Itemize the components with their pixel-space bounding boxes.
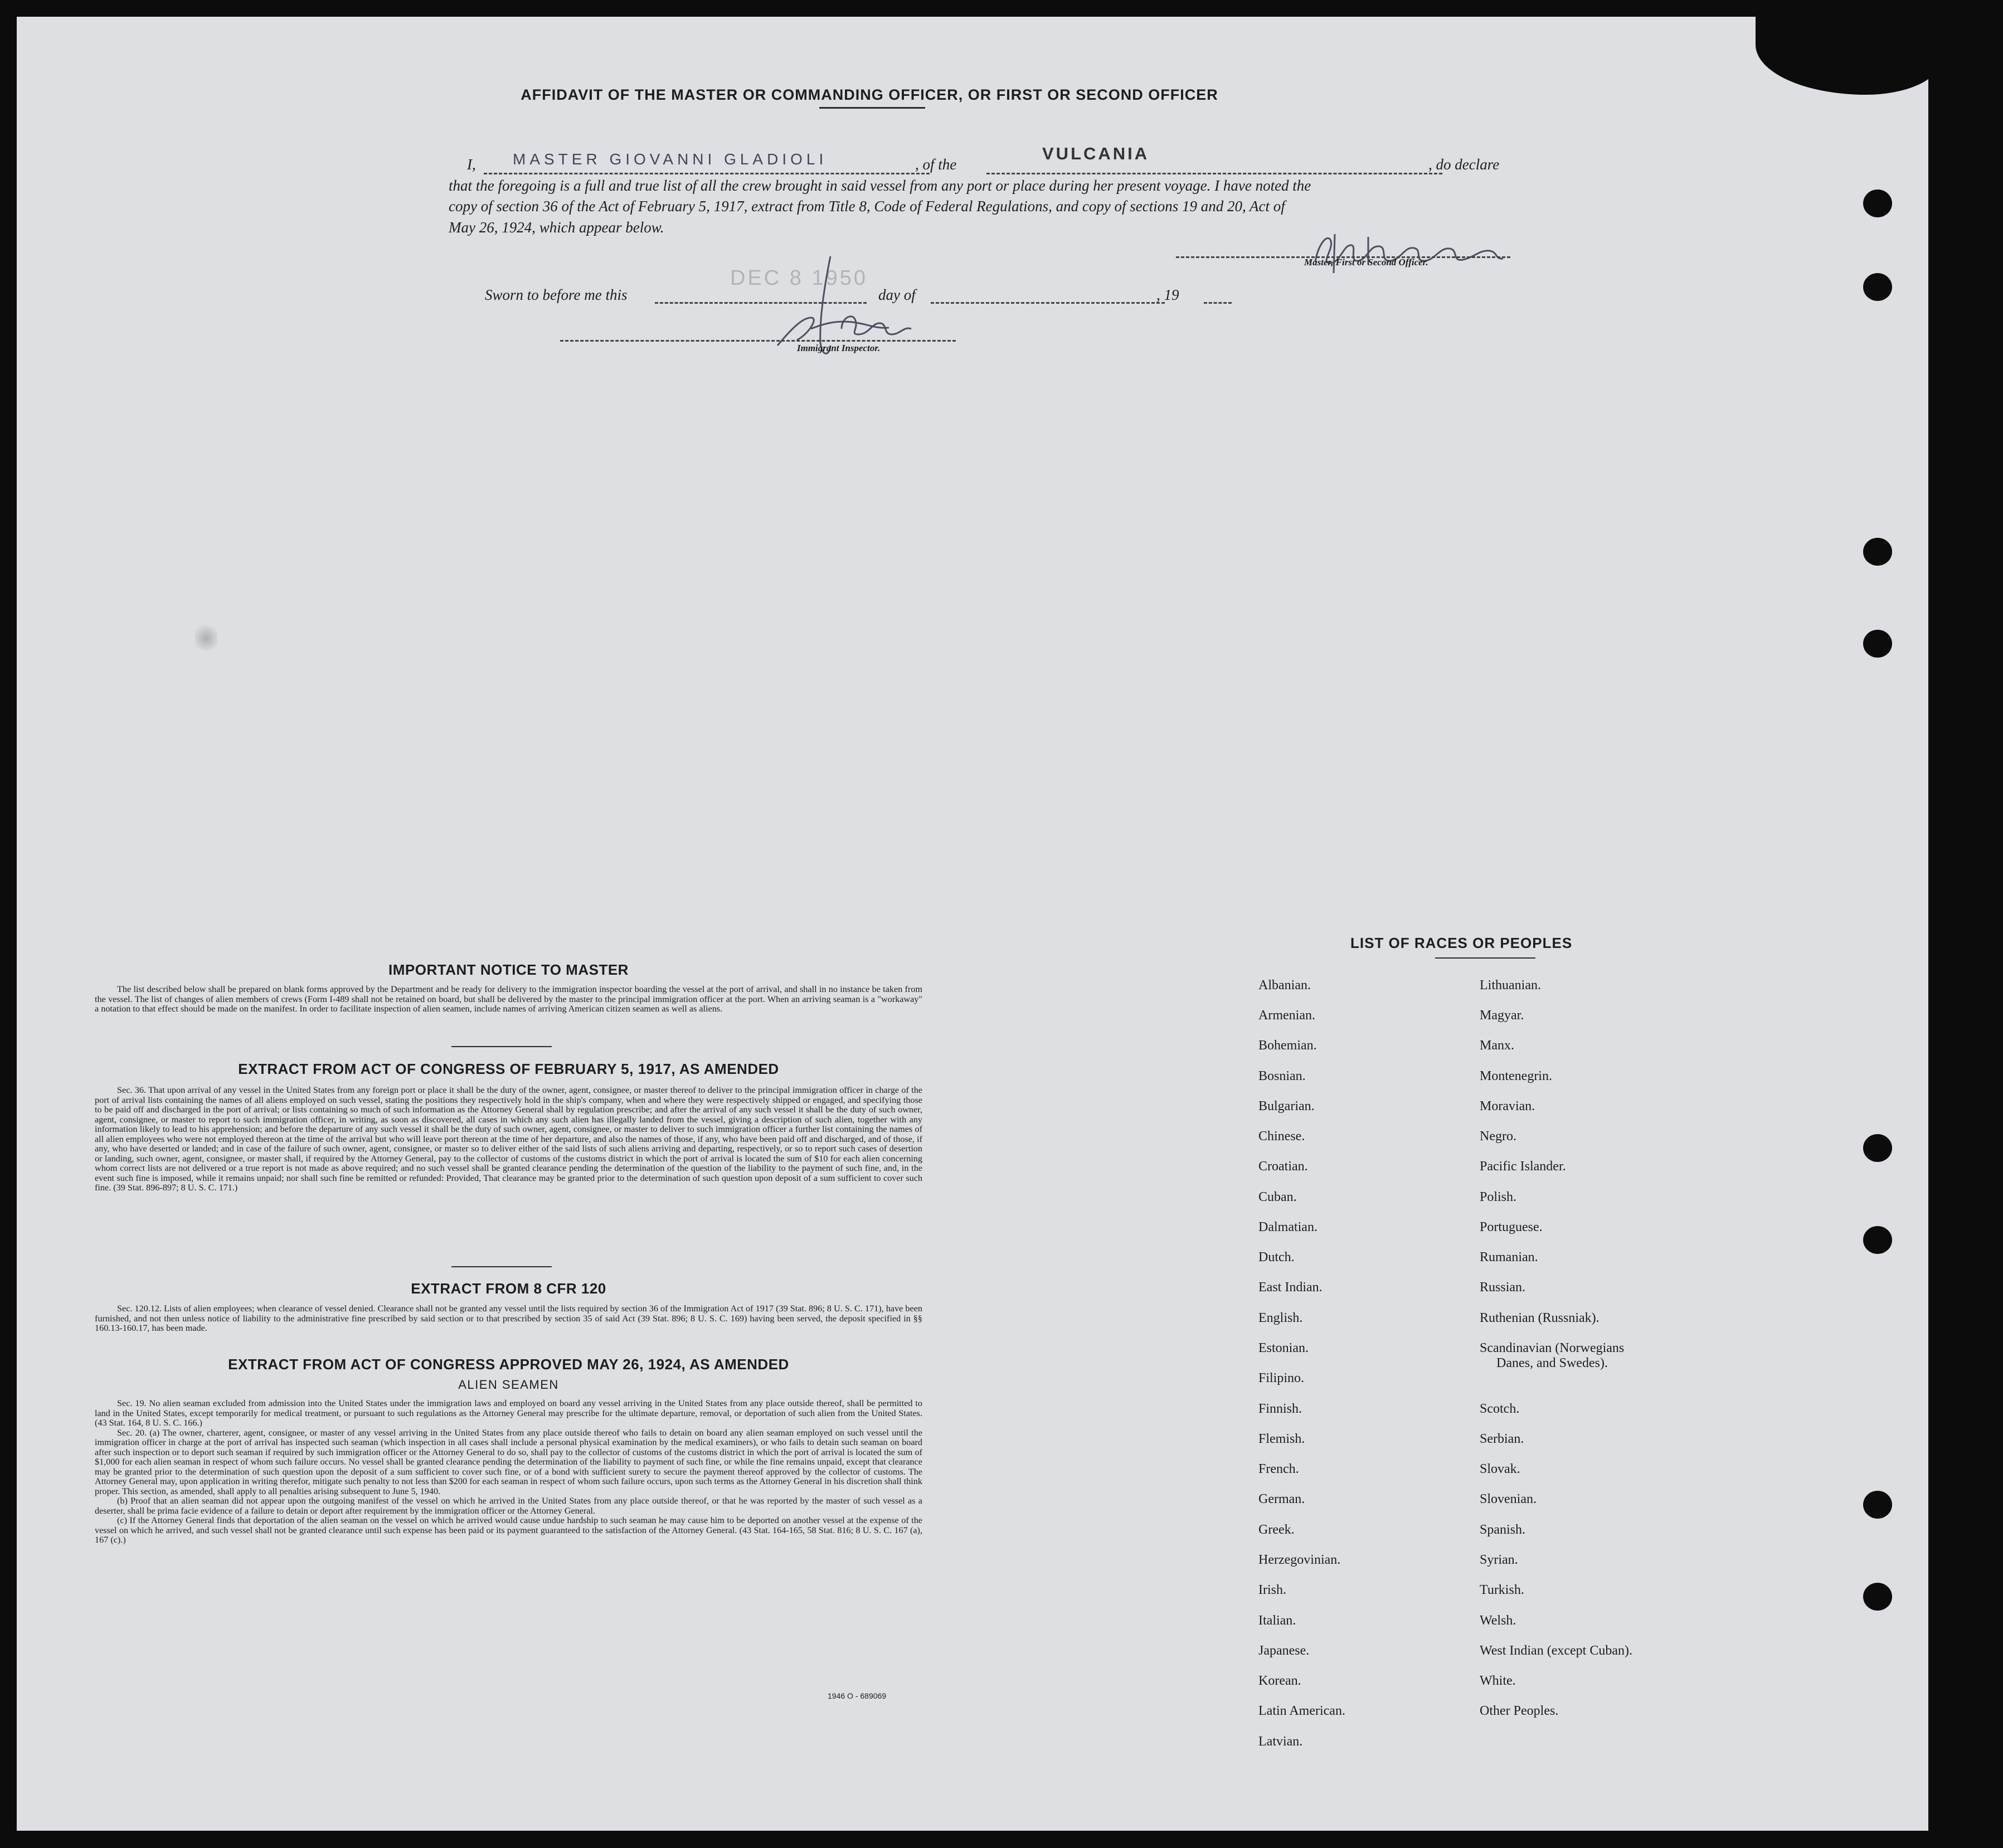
race-item: Welsh.: [1480, 1613, 1516, 1628]
extract-cfr-title: EXTRACT FROM 8 CFR 120: [411, 1280, 606, 1297]
extract-1924-title: EXTRACT FROM ACT OF CONGRESS APPROVED MAY 26, 1924, AS AMENDED: [228, 1356, 789, 1373]
rule-1: [451, 1046, 552, 1047]
sec20b-text: (b) Proof that an alien seaman did not appear upon the outgoing manifest of the vessel on which he arrived in the United States from any place outside thereof, or that he was reported by the master of such vessel as a deserter, shall be prima facie evidence of a failure to detain or deport after requirement by the immigration officer or the Attorney General.: [95, 1496, 922, 1516]
race-item: Scotch.: [1480, 1402, 1520, 1416]
day-of-label: day of: [878, 286, 916, 303]
race-item: Italian.: [1258, 1613, 1296, 1628]
race-item: Dalmatian.: [1258, 1220, 1317, 1234]
race-item: Japanese.: [1258, 1643, 1310, 1658]
print-code: 1946 O - 689069: [828, 1691, 887, 1700]
race-item: Other Peoples.: [1480, 1704, 1559, 1718]
race-item: Pacific Islander.: [1480, 1159, 1566, 1174]
race-item: Bulgarian.: [1258, 1099, 1315, 1113]
smudge-mark: [195, 621, 217, 655]
form-sheet: [17, 17, 1928, 1831]
race-item: Filipino.: [1258, 1371, 1305, 1385]
race-item: Rumanian.: [1480, 1250, 1538, 1265]
stamp-date: DEC 8 1950: [730, 266, 868, 290]
punch-hole: [1863, 273, 1892, 301]
alien-seamen-subtitle: ALIEN SEAMEN: [458, 1378, 559, 1392]
torn-corner: [1756, 11, 1939, 95]
inspector-signature-line: [560, 340, 956, 342]
master-name-handwritten: MASTER GIOVANNI GLADIOLI: [513, 150, 828, 168]
sec20c-text: (c) If the Attorney General finds that deportation of the alien seaman on the vessel on which he arrived would cause undue hardship to such seaman he may cause him to be deported on another vessel at the expense of the vessel on which he arrived, and such vessel shall not be granted clearance until such expense has been paid or its payment guaranteed to the satisfaction of the Attorney General. (43 Stat. 164-165, 58 Stat. 816; 8 U. S. C. 167 (a), 167 (c).): [95, 1515, 922, 1545]
race-item: Greek.: [1258, 1523, 1295, 1537]
notice-title: IMPORTANT NOTICE TO MASTER: [388, 961, 629, 978]
race-item: White.: [1480, 1674, 1516, 1688]
race-item: Portuguese.: [1480, 1220, 1543, 1234]
race-item: Cuban.: [1258, 1190, 1297, 1204]
race-item: Moravian.: [1480, 1099, 1535, 1113]
extract-1924-body: [95, 1399, 922, 1545]
punch-hole: [1863, 1491, 1892, 1519]
race-item: Bosnian.: [1258, 1069, 1306, 1083]
race-item: Herzegovinian.: [1258, 1553, 1341, 1567]
sec20a-text: Sec. 20. (a) The owner, charterer, agent, consignee, or master of any vessel arriving in the United States from any place outside thereof who fails to detain on board any alien seaman employed on such vessel until the immigration officer in charge at the port of arrival has inspected such seaman (which inspection in all cases shall include a personal physical examination by the medical examiners), or who fails to detain such seaman on board after such inspection or to deport such seaman if required by such immigration officer or the Attorney General to do so, shall pay to the collector of customs of the customs district in which the port of arrival is located the sum of $1,000 for each alien seaman in respect of whom such failure occurs. No vessel shall be granted clearance pending the determination of the liability to payment of such fine, or while the fine remains unpaid, except that clearance may be granted prior to the determination of such question upon the deposit of a sum sufficient to cover such fine, or of a bond with sufficient surety to secure the payment thereof approved by the collector of customs. The Attorney General may, upon application in writing therefor, mitigate such penalty to not less than $200 for each seaman in respect of whom such failure occurs, upon such terms as the Attorney General in his discretion shall think proper. This section, as amended, shall apply to all penalties arising subsequent to June 5, 1940.: [95, 1427, 922, 1496]
race-item: Polish.: [1480, 1190, 1517, 1204]
race-item: Syrian.: [1480, 1553, 1518, 1567]
affidavit-body-line-1: that the foregoing is a full and true list of all the crew brought in said vessel from any port or place during her present voyage. I have noted the: [449, 177, 1311, 194]
race-item: Finnish.: [1258, 1402, 1302, 1416]
inspector-caption: Immigrant Inspector.: [797, 343, 881, 353]
punch-hole: [1863, 1226, 1892, 1254]
race-item: English.: [1258, 1311, 1303, 1325]
race-item: Lithuanian.: [1480, 978, 1541, 993]
race-item: West Indian (except Cuban).: [1480, 1643, 1632, 1658]
punch-hole: [1863, 1134, 1892, 1162]
races-title: LIST OF RACES OR PEOPLES: [1350, 935, 1573, 951]
race-item: Serbian.: [1480, 1432, 1524, 1446]
race-item: Scandinavian (Norwegians: [1480, 1341, 1625, 1355]
race-item: Latin American.: [1258, 1704, 1345, 1718]
vessel-name: VULCANIA: [1042, 144, 1150, 163]
year-label: , 19: [1156, 286, 1179, 303]
i-label: I,: [467, 156, 476, 173]
race-item: Slovak.: [1480, 1462, 1520, 1476]
race-item: Manx.: [1480, 1038, 1514, 1053]
punch-hole: [1863, 630, 1892, 658]
master-caption: Master, First or Second Officer.: [1304, 257, 1428, 268]
race-item: German.: [1258, 1492, 1305, 1506]
races-title-rule: [1435, 957, 1535, 959]
master-signature: [1296, 223, 1530, 279]
extract-1917-text: Sec. 36. That upon arrival of any vessel in the United States from any foreign port or place it shall be the duty of the owner, agent, consignee, or master thereof to deliver to the principal immigration officer in charge of the port of arrival lists containing the names of all aliens employed on such vessel, stating the positions they respectively hold in the ship's company, when and where they were respectively shipped or engaged, and specifying those to be paid off and discharged in the port of arrival; or lists containing so much of such information as the Attorney General shall by regulation prescribe; and after the arrival of any such vessel it shall be the duty of such owner, agent, consignee, or master to report to such immigration officer, in writing, as soon as discovered, all cases in which any such alien has illegally landed from the vessel, giving a description of such alien, together with any information likely to lead to his apprehension; and before the departure of any such vessel it shall be the duty of such owner, agent, consignee, or master to deliver to such immigration officer a further list containing the names of all alien employees who were not employed thereon at the time of the arrival but who will leave port thereon at the time of her departure, and also the names of those, if any, who have been paid off and discharged, and of those, if any, who have deserted or landed; and in case of the failure of such owner, agent, consignee, or master so to deliver either of the said lists of such aliens arriving and departing, respectively, or so to report such cases of desertion or landing, such owner, agent, consignee, or master shall, if required by the Attorney General, pay to the collector of customs of the customs district in which the port of arrival is located the sum of $10 for each alien concerning whom correct lists are not delivered or a true report is not made as above required; and no such vessel shall be granted clearance pending the determination of the question of the liability to the payment of such fine, and, in the event such fine is imposed, while it remains unpaid; nor shall such fine be remitted or refunded: Provided, That clearance may be granted prior to the determination of such question upon deposit of a sum sufficient to cover such fine. (39 Stat. 896-897; 8 U. S. C. 171.): [95, 1085, 922, 1193]
race-item: Magyar.: [1480, 1008, 1524, 1023]
race-item: Flemish.: [1258, 1432, 1305, 1446]
race-item: Montenegrin.: [1480, 1069, 1552, 1083]
punch-hole: [1863, 538, 1892, 566]
race-item: Russian.: [1480, 1280, 1526, 1295]
punch-hole: [1863, 189, 1892, 217]
race-item: Slovenian.: [1480, 1492, 1537, 1506]
race-item: Korean.: [1258, 1674, 1301, 1688]
race-item: Dutch.: [1258, 1250, 1295, 1265]
race-item: Turkish.: [1480, 1583, 1524, 1597]
sec19-text: Sec. 19. No alien seaman excluded from admission into the United States under the immigration laws and employed on board any vessel arriving in the United States from any place outside thereof, shall be permitted to land in the United States, except temporarily for medical treatment, or pursuant to such regulations as the Attorney General may prescribe for the ultimate departure, removal, or deportation of such alien from the United States. (43 Stat. 164, 8 U. S. C. 166.): [95, 1398, 922, 1428]
race-item: Ruthenian (Russniak).: [1480, 1311, 1600, 1325]
race-item: Bohemian.: [1258, 1038, 1317, 1053]
race-item: Chinese.: [1258, 1129, 1305, 1144]
extract-1917-title: EXTRACT FROM ACT OF CONGRESS OF FEBRUARY 5, 1917, AS AMENDED: [238, 1061, 779, 1077]
race-item: Latvian.: [1258, 1734, 1303, 1749]
race-item: Estonian.: [1258, 1341, 1309, 1355]
rule-2: [451, 1266, 552, 1267]
do-declare-label: , do declare: [1428, 156, 1500, 173]
race-item: Negro.: [1480, 1129, 1516, 1144]
affidavit-body-line-3: May 26, 1924, which appear below.: [449, 219, 664, 236]
sworn-label: Sworn to before me this: [485, 286, 628, 303]
of-the-label: , of the: [915, 156, 957, 173]
title-rule: [819, 107, 925, 109]
affidavit-title: AFFIDAVIT OF THE MASTER OR COMMANDING OFFICER, OR FIRST OR SECOND OFFICER: [521, 86, 1218, 103]
punch-hole: [1863, 1583, 1892, 1611]
affidavit-body-line-2: copy of section 36 of the Act of February 5, 1917, extract from Title 8, Code of Federal Regulations, and copy of sections 19 and 20, Act of: [449, 198, 1285, 215]
race-item: Croatian.: [1258, 1159, 1308, 1174]
race-item: Spanish.: [1480, 1523, 1526, 1537]
master-name-line: [484, 173, 930, 174]
race-item: Danes, and Swedes).: [1496, 1356, 1608, 1370]
race-item: Irish.: [1258, 1583, 1286, 1597]
race-item: Albanian.: [1258, 978, 1311, 993]
year-line: [1204, 302, 1232, 304]
notice-text: The list described below shall be prepared on blank forms approved by the Department and be ready for delivery to the immigration inspector boarding the vessel at the port of arrival, and shall in no instance be taken from the vessel. The list of changes of alien members of crews (Form I-489 shall not be retained on board, but shall be delivered by the master to the principal immigration officer at the port. When an arriving seaman is a "workaway" a notation to that effect should be made on the manifest. In order to facilitate inspection of alien seamen, include names of arriving American citizen seamen as well as aliens.: [95, 984, 922, 1014]
vessel-line: [986, 173, 1442, 174]
race-item: French.: [1258, 1462, 1299, 1476]
race-item: Armenian.: [1258, 1008, 1315, 1023]
race-item: East Indian.: [1258, 1280, 1323, 1295]
extract-cfr-text: Sec. 120.12. Lists of alien employees; when clearance of vessel denied. Clearance shall not be granted any vessel until the lists required by section 36 of the Immigration Act of 1917 (39 Stat. 896; 8 U. S. C. 171), have been furnished, and not then unless notice of liability to the administrative fine prescribed by said section or to that prescribed by section 35 of said Act (39 Stat. 896; 8 U. S. C. 169) having been served, the deposit specified in §§ 160.13-160.17, has been made.: [95, 1304, 922, 1333]
